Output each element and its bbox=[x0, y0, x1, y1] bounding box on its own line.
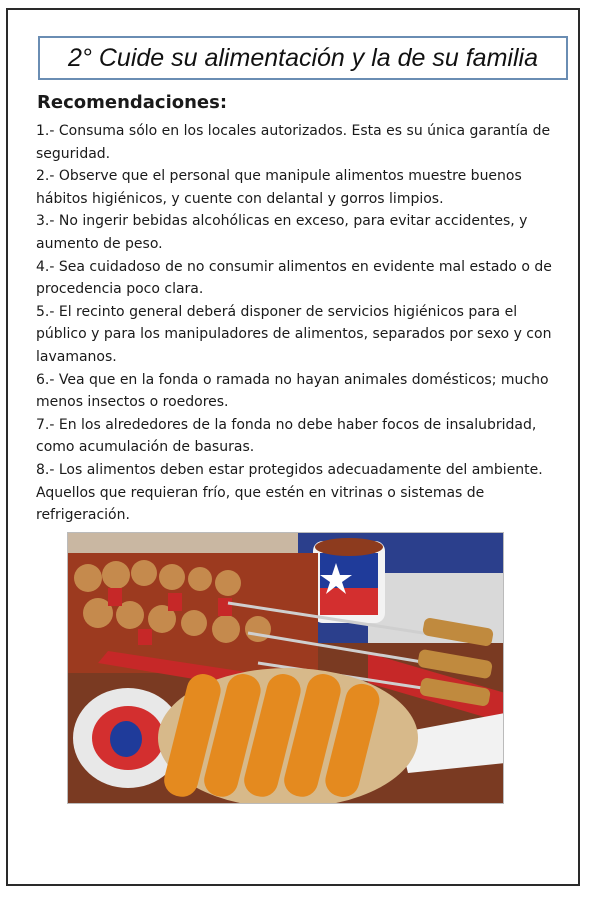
title-box bbox=[38, 36, 568, 80]
food-photo-icon bbox=[68, 533, 504, 804]
recommendations-heading: Recomendaciones: bbox=[37, 92, 228, 113]
list-item: 5.- El recinto general deberá disponer de servicios higiénicos para el público y para los manipuladores de alimentos, separados por sexo y con lavamanos. bbox=[36, 303, 552, 365]
list-item: 7.- En los alrededores de la fonda no debe haber focos de insalubridad, como acumulación de basuras. bbox=[36, 416, 537, 456]
page-title: 2° Cuide su alimentación y la de su familia bbox=[68, 43, 538, 72]
list-item: 4.- Sea cuidadoso de no consumir alimentos en evidente mal estado o de procedencia poco clara. bbox=[36, 258, 552, 298]
list-item: 2.- Observe que el personal que manipule alimentos muestre buenos hábitos higiénicos, y cuente con delantal y gorros limpios. bbox=[36, 168, 522, 207]
list-item: 8.- Los alimentos deben estar protegidos adecuadamente del ambiente. Aquellos que requieran frío, que estén en vitrinas o sistemas de refrigeración. bbox=[36, 461, 543, 524]
list-item: 1.- Consuma sólo en los locales autorizados. Esta es su única garantía de seguridad. bbox=[36, 123, 551, 162]
food-photo bbox=[67, 532, 504, 804]
list-item: 3.- No ingerir bebidas alcohólicas en exceso, para evitar accidentes, y aumento de peso. bbox=[36, 213, 528, 252]
recommendations-list bbox=[36, 120, 556, 527]
list-item: 6.- Vea que en la fonda o ramada no hayan animales domésticos; mucho menos insectos o roedores. bbox=[36, 371, 549, 411]
